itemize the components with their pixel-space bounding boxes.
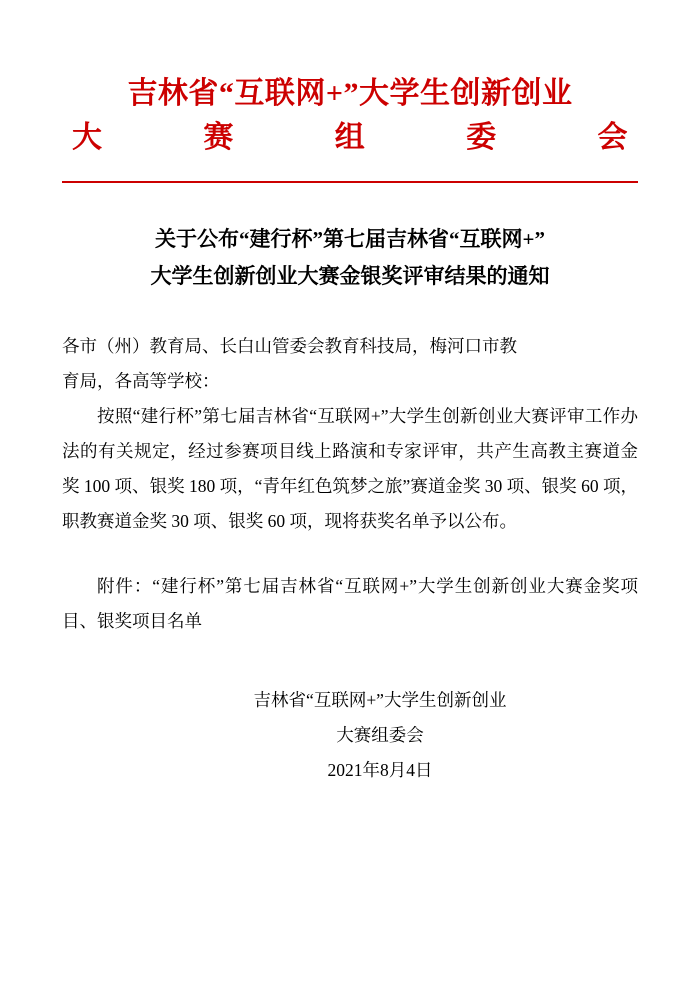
signature-date: 2021年8月4日	[327, 759, 433, 780]
signature-organization-line-2: 大赛组委会	[336, 724, 424, 745]
document-title-line-2: 大学生创新创业大赛金银奖评审结果的通知	[150, 263, 550, 288]
letterhead	[62, 0, 638, 183]
document-body	[62, 329, 638, 639]
letterhead-char-3: 组	[334, 120, 366, 154]
signature-organization-line-1: 吉林省“互联网+”大学生创新创业	[253, 689, 507, 710]
recipient-line-2: 育局，各高等学校：	[62, 370, 220, 391]
body-paragraph-1: 按照“建行杯”第七届吉林省“互联网+”大学生创新创业大赛评审工作办法的有关规定，经过参赛项目线上路演和专家评审，共产生高教主赛道金奖 100 项、银奖 180 项，“青年红色筑梦之旅”赛道金奖 30 项、银奖 60 项，职教赛道金奖 30 项、银奖 60 项，现将获奖名单予以公布。	[62, 405, 638, 531]
letterhead-char-1: 大	[72, 120, 103, 154]
letterhead-char-2: 赛	[203, 120, 234, 154]
document-title-line-1: 关于公布“建行杯”第七届吉林省“互联网+”	[155, 227, 545, 251]
body-paragraph-2-attachment: 附件：“建行杯”第七届吉林省“互联网+”大学生创新创业大赛金奖项目、银奖项目名单	[62, 575, 638, 631]
letterhead-char-5: 会	[597, 120, 628, 154]
document-title	[62, 221, 638, 295]
signature-block	[62, 683, 638, 788]
letterhead-line-1: 吉林省“互联网+”大学生创新创业	[127, 77, 573, 110]
paragraph-spacer	[62, 539, 638, 569]
recipient-line-1: 各市（州）教育局、长白山管委会教育科技局，梅河口市教	[62, 335, 517, 356]
letterhead-line-2	[62, 116, 638, 160]
red-divider-rule	[62, 181, 638, 183]
signature-inner	[194, 683, 507, 788]
letterhead-char-4: 委	[466, 120, 497, 154]
